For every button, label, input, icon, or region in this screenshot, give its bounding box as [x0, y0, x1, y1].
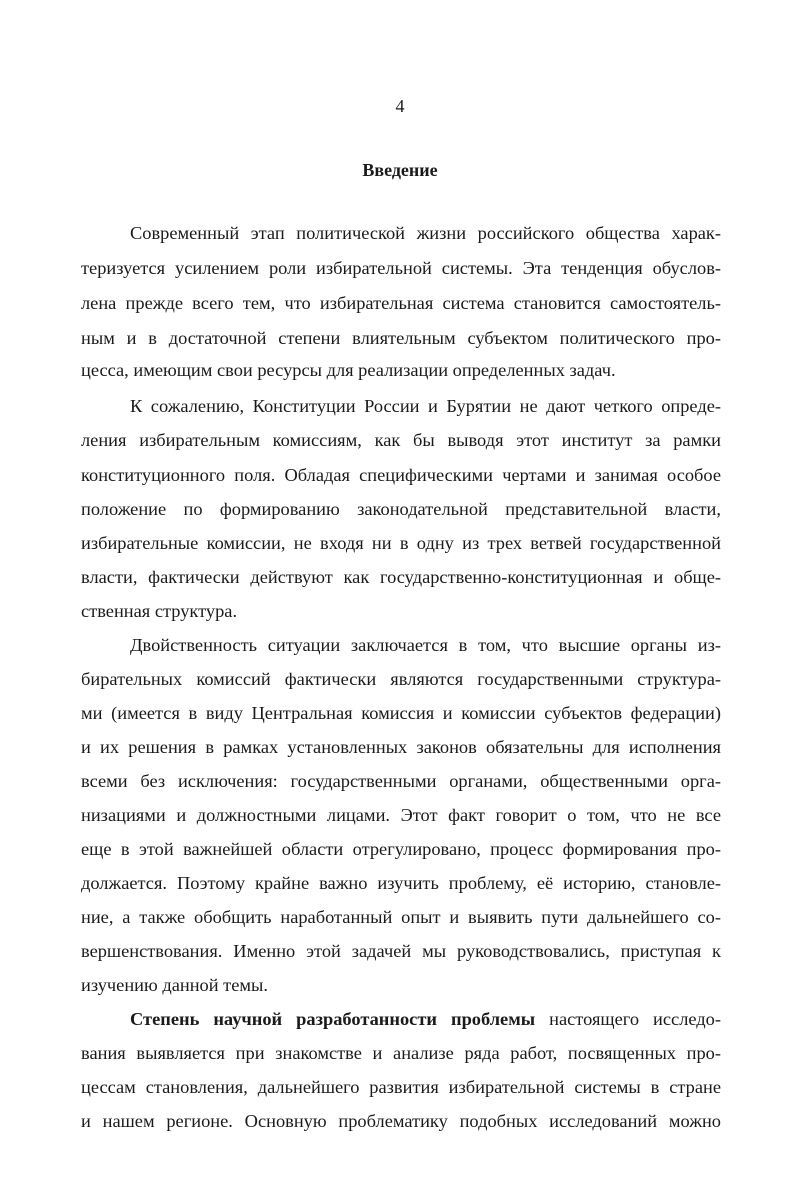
text-line: цессам становления, дальнейшего развития избирательной системы в стране [81, 1077, 721, 1097]
text-line: и их решения в рамках установленных законов обязательны для исполнения [81, 737, 721, 757]
text-line: К сожалению, Конституции России и Бурятии не дают четкого опреде- [130, 396, 721, 416]
bold-lead: Степень научной разработанности проблемы [130, 1009, 536, 1029]
text-line: Двойственность ситуации заключается в том, что высшие органы из- [130, 635, 721, 655]
text-line: избирательные комиссии, не входя ни в одну из трех ветвей государственной [81, 533, 721, 553]
text-line: еще в этой важнейшей области отрегулировано, процесс формирования про- [81, 839, 721, 859]
text-line: и нашем регионе. Основную проблематику подобных исследований можно [81, 1111, 721, 1131]
text-line: вания выявляется при знакомстве и анализе ряда работ, посвященных про- [81, 1043, 721, 1063]
text-line: Современный этап политической жизни российского общества харак- [130, 223, 721, 243]
text-line: должается. Поэтому крайне важно изучить проблему, её историю, становле- [81, 873, 721, 893]
text-line: власти, фактически действуют как государственно-конституционная и обще- [81, 567, 721, 587]
text-line: низациями и должностными лицами. Этот факт говорит о том, что не все [81, 805, 721, 825]
text-line: конституционного поля. Обладая специфическими чертами и занимая особое [81, 465, 721, 485]
text-line: ления избирательным комиссиям, как бы выводя этот институт за рамки [81, 430, 721, 450]
text-line: ми (имеется в виду Центральная комиссия и комиссии субъектов федерации) [81, 703, 721, 723]
text-line: теризуется усилением роли избирательной системы. Эта тенденция обуслов- [81, 258, 721, 278]
page-number: 4 [395, 96, 405, 116]
text-line: ние, а также обобщить наработанный опыт и выявить пути дальнейшего со- [81, 907, 721, 927]
text-line-with-bold-lead [130, 1002, 721, 1036]
text-line: вершенствования. Именно этой задачей мы руководствовались, приступая к [81, 941, 721, 961]
text-line: цесса, имеющим свои ресурсы для реализации определенных задач. [81, 360, 616, 380]
text-line: бирательных комиссий фактически являются государственными структура- [81, 669, 721, 689]
text-line: лена прежде всего тем, что избирательная система становится самостоятель- [81, 293, 721, 313]
text-line: всеми без исключения: государственными органами, общественными орга- [81, 771, 721, 791]
text-line-tail: настоящего исследо- [549, 1009, 721, 1029]
text-line: изучению данной темы. [81, 975, 268, 995]
text-line: ным и в достаточной степени влиятельным субъектом политического про- [81, 328, 721, 348]
section-heading: Введение [362, 160, 438, 180]
text-line: положение по формированию законодательной представительной власти, [81, 499, 721, 519]
text-line: ственная структура. [81, 601, 238, 621]
